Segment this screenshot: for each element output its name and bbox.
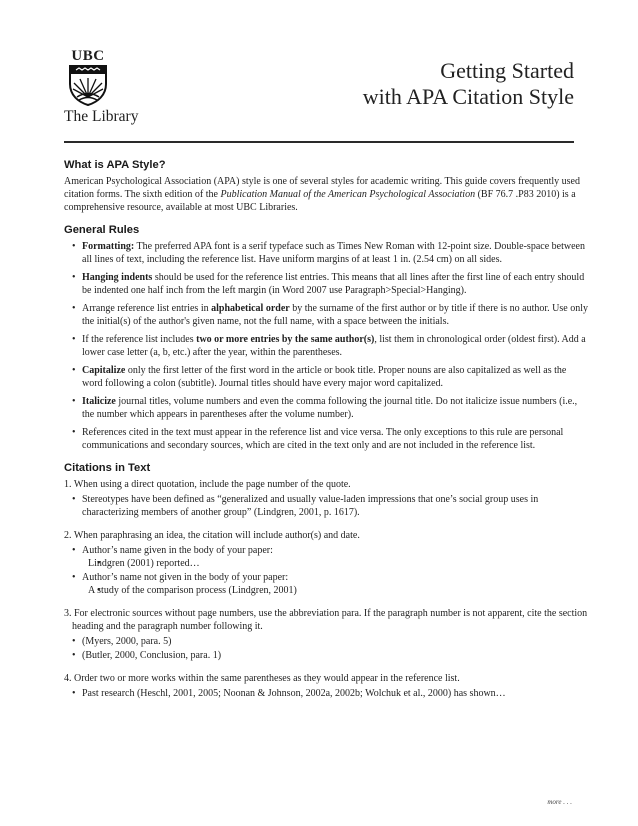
rule-text: The preferred APA font is a serif typeface such as Times New Roman with 12-point size. Double-space between all lines of text, including the reference list. Have uniform margins of at least 1 in. (2.54 cm) on all sides. bbox=[82, 241, 585, 265]
rule-keyword: alphabetical order bbox=[211, 303, 290, 314]
list-item bbox=[64, 240, 589, 266]
list-item bbox=[64, 544, 589, 570]
intro-paragraph bbox=[64, 175, 589, 214]
citation-item-4 bbox=[64, 672, 589, 700]
list-item: • (Myers, 2000, para. 5) bbox=[64, 635, 589, 648]
list-item bbox=[64, 271, 589, 297]
intro-text-1: American Psychological Association (APA) style is one of several styles for academic writing. This guide covers frequently used citation forms. The sixth edition of the bbox=[64, 176, 580, 200]
shield-crest-icon bbox=[68, 64, 108, 106]
logo-the-library-text: The Library bbox=[64, 108, 139, 125]
list-item: • Lindgren (2001) reported… bbox=[82, 557, 589, 570]
rule-text-pre: If the reference list includes bbox=[82, 334, 197, 345]
rule-text-pre: References cited in the text must appear in the reference list and vice versa. The only exceptions to this rule are personal communications and secondary sources, which are cited in the text only and are not included in the reference list. bbox=[82, 427, 564, 451]
rule-keyword: Hanging indents bbox=[82, 272, 153, 283]
list-item bbox=[64, 302, 589, 328]
rule-text: should be used for the reference list entries. This means that all lines after the first line of each entry should be indented one half inch from the left margin (in Word 2007 use Paragraph>Special>Hanging). bbox=[82, 272, 585, 296]
intro-text-2: (BF 76.7 .P83 2010) is a comprehensive resource, available at most UBC Libraries. bbox=[64, 189, 576, 213]
section-heading: Citations in Text bbox=[64, 462, 151, 474]
list-item: • A study of the comparison process (Lindgren, 2001) bbox=[82, 584, 589, 597]
list-item bbox=[64, 364, 589, 390]
section-heading: What is APA Style? bbox=[64, 159, 166, 171]
citation-item-1 bbox=[64, 478, 589, 519]
citation-example-list bbox=[64, 687, 589, 700]
ubc-library-logo bbox=[64, 48, 139, 126]
rules-list bbox=[64, 240, 589, 452]
rule-keyword: Capitalize bbox=[82, 365, 126, 376]
section-citations-in-text bbox=[64, 461, 589, 700]
rule-keyword: Formatting: bbox=[82, 241, 135, 252]
rule-keyword: Italicize bbox=[82, 396, 116, 407]
citation-item-3 bbox=[64, 607, 589, 662]
citation-example-list bbox=[64, 544, 589, 597]
title-line-2: with APA Citation Style bbox=[362, 84, 574, 109]
page-title bbox=[363, 58, 574, 110]
nested-list bbox=[82, 584, 589, 597]
example-caption: Author’s name not given in the body of your paper: bbox=[82, 572, 289, 583]
publication-manual-title: Publication Manual of the American Psychological Association bbox=[220, 189, 476, 200]
citation-item-label: 1. When using a direct quotation, include the page number of the quote. bbox=[64, 479, 351, 490]
title-line-1: Getting Started bbox=[440, 58, 574, 83]
list-item: • (Butler, 2000, Conclusion, para. 1) bbox=[64, 649, 589, 662]
main-content bbox=[64, 158, 589, 710]
list-item: • Past research (Heschl, 2001, 2005; Noonan & Johnson, 2002a, 2002b; Wolchuk et al., 2000) has shown… bbox=[64, 687, 589, 700]
section-heading: General Rules bbox=[64, 224, 140, 236]
rule-text: , list them in chronological order (oldest first). Add a lower case letter (a, b, etc.) after the year, within the parentheses. bbox=[82, 334, 586, 358]
rule-keyword: two or more entries by the same author(s) bbox=[196, 334, 375, 345]
rule-text-pre: Arrange reference list entries in bbox=[82, 303, 212, 314]
rule-text: by the surname of the first author or by title if there is no author. Use only the initial(s) of the author's given name, not the full name, with a space between the initials. bbox=[82, 303, 588, 327]
logo-ubc-text: UBC bbox=[71, 48, 105, 64]
list-item bbox=[64, 395, 589, 421]
citation-example-list bbox=[64, 635, 589, 662]
citation-item-label: 3. For electronic sources without page numbers, use the abbreviation para. If the paragraph number is not apparent, cite the section heading and the paragraph number following it. bbox=[64, 608, 588, 632]
list-item bbox=[64, 426, 589, 452]
list-item bbox=[64, 571, 589, 597]
example-caption: Author’s name given in the body of your paper: bbox=[82, 545, 273, 556]
rule-text: journal titles, volume numbers and even the comma following the journal title. Do not italicize issue numbers (i.e., the number which appears in parentheses after the volume number). bbox=[82, 396, 578, 420]
citation-example-list bbox=[64, 493, 589, 519]
citation-item-label: 2. When paraphrasing an idea, the citation will include author(s) and date. bbox=[64, 530, 360, 541]
more-footer-note: more . . . bbox=[547, 798, 572, 806]
list-item bbox=[64, 333, 589, 359]
nested-list bbox=[82, 557, 589, 570]
header-divider bbox=[64, 141, 574, 143]
citation-item-2 bbox=[64, 529, 589, 597]
list-item: • Stereotypes have been defined as “generalized and usually value-laden impressions that one’s social group uses in characterizing members of another group” (Lindgren, 2001, p. 1617). bbox=[64, 493, 589, 519]
rule-text: only the first letter of the first word in the article or book title. Proper nouns are also capitalized as well as the word following a colon (subtitle). Journal titles should have every major word capitalized. bbox=[82, 365, 567, 389]
section-general-rules bbox=[64, 223, 589, 452]
section-what-is-apa bbox=[64, 158, 589, 214]
citation-item-label: 4. Order two or more works within the same parentheses as they would appear in the reference list. bbox=[64, 673, 460, 684]
